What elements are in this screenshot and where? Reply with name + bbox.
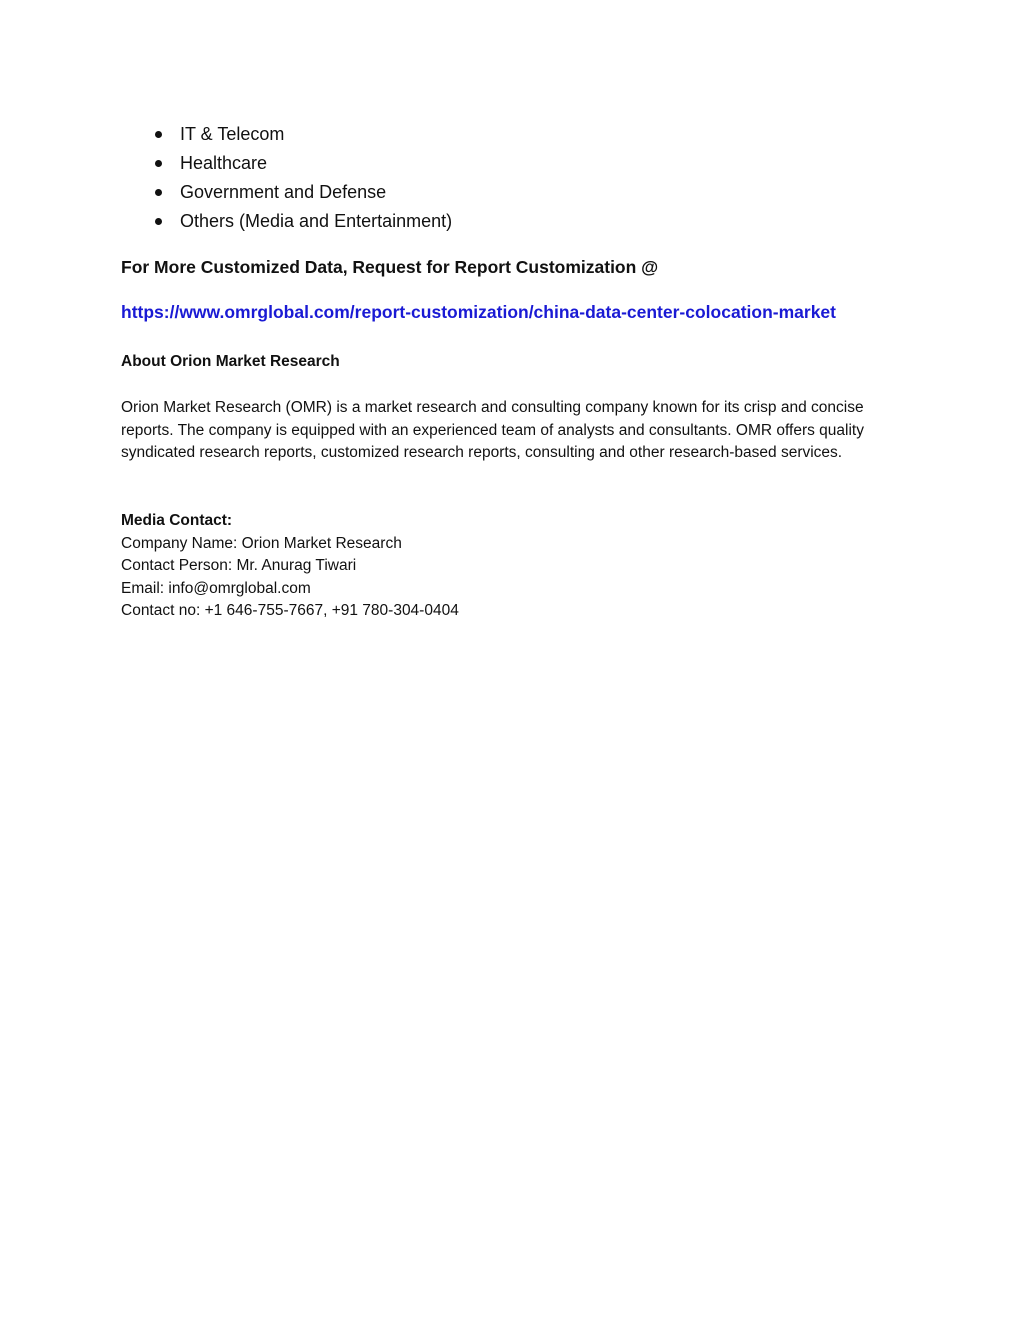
customization-cta: For More Customized Data, Request for Report Customization @: [121, 257, 659, 277]
bullet-icon: [155, 218, 162, 225]
contact-email: Email: info@omrglobal.com: [121, 579, 311, 597]
list-item: [121, 149, 452, 178]
list-item-label: IT & Telecom: [180, 124, 285, 144]
list-item-label: Government and Defense: [180, 182, 387, 202]
list-item: [121, 120, 452, 149]
media-contact-heading: Media Contact:: [121, 512, 233, 529]
customization-link[interactable]: https://www.omrglobal.com/report-customization/china-data-center-colocation-market: [121, 302, 836, 322]
media-contact: [121, 510, 459, 623]
company-name: Company Name: Orion Market Research: [121, 534, 402, 552]
list-item-label: Healthcare: [180, 153, 268, 173]
list-item: [121, 178, 452, 207]
bullet-icon: [155, 160, 162, 167]
bullet-icon: [155, 131, 162, 138]
about-paragraph: Orion Market Research (OMR) is a market research and consulting company known for its crisp and concise reports. The company is equipped with an experienced team of analysts and consultants. OMR offers quality syndicated research reports, customized research reports, consulting and other research-based services.: [121, 399, 864, 462]
contact-phone: Contact no: +1 646-755-7667, +91 780-304-0404: [121, 602, 459, 620]
bullet-icon: [155, 189, 162, 196]
about-heading: About Orion Market Research: [121, 353, 340, 370]
list-item-label: Others (Media and Entertainment): [180, 211, 453, 231]
list-item: [121, 207, 452, 236]
contact-person: Contact Person: Mr. Anurag Tiwari: [121, 557, 357, 575]
segment-list: [121, 120, 452, 236]
